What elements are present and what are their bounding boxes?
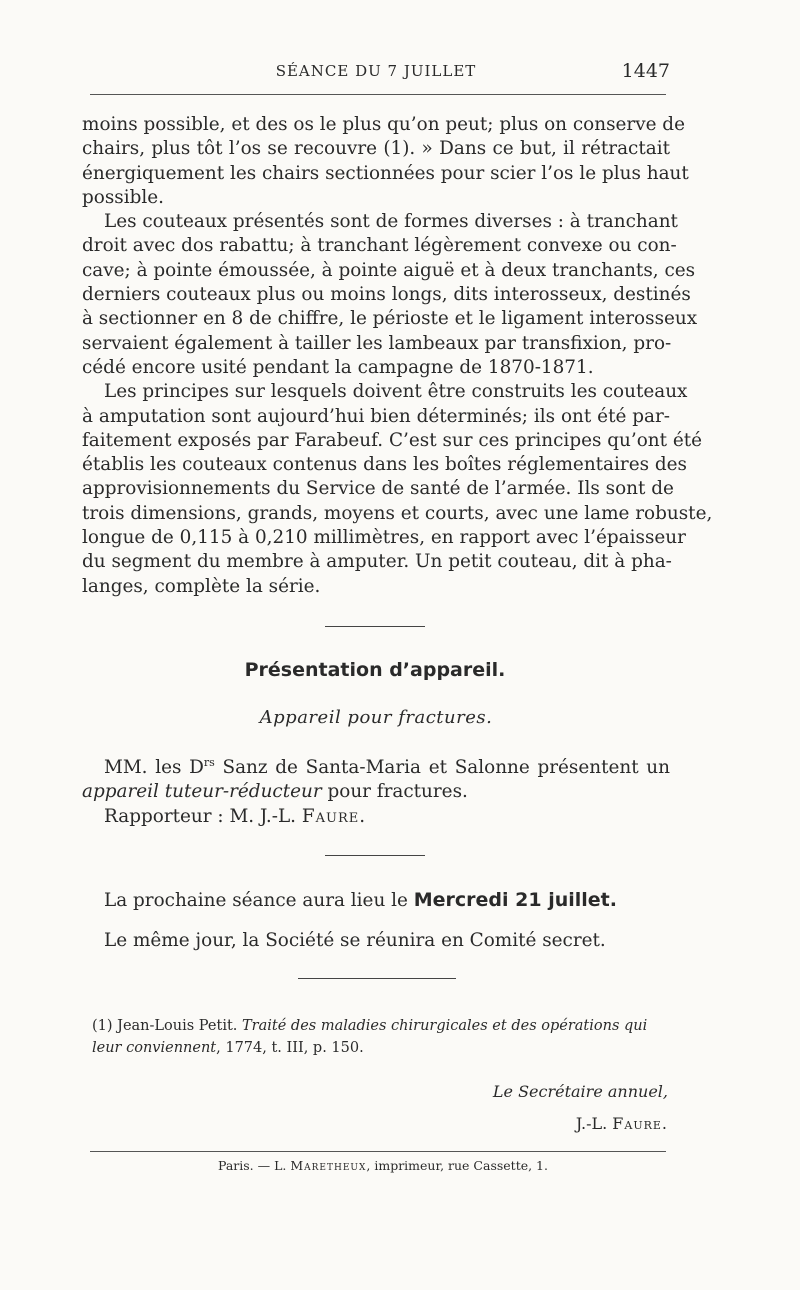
footnote-title: Traité des maladies chirurgicales et des opérations qui leur conviennent (92, 1018, 648, 1056)
signature-name: J.-L. Faure. (575, 1114, 668, 1133)
body-line: Les couteaux présentés sont de formes diverses : à tranchant (104, 211, 678, 233)
body-line: langes, complète la série. (82, 575, 321, 597)
imprint-rule (90, 1151, 666, 1152)
body-line: moins possible, et des os le plus qu’on peut; plus on conserve de (82, 114, 685, 135)
committee-notice: Le même jour, la Société se réunira en Comité secret. (104, 930, 606, 951)
presentation-line (82, 780, 670, 804)
body-line: possible. (82, 186, 164, 208)
body-line: Les principes sur lesquels doivent être construits les couteaux (104, 381, 688, 403)
page-number: 1447 (621, 60, 670, 82)
presentation-drs-sup: rs (203, 755, 215, 769)
footnote-rest: , 1774, t. III, p. 150. (216, 1040, 364, 1056)
body-line: droit avec dos rabattu; à tranchant légèrement convexe ou con- (82, 235, 677, 257)
body-line: faitement exposés par Farabeuf. C’est sur ces principes qu’ont été (82, 429, 703, 451)
body-line: établis les couteaux contenus dans les boîtes réglementaires des (82, 454, 687, 476)
header-rule (90, 94, 666, 95)
footnote (92, 1015, 670, 1059)
body-line: longue de 0,115 à 0,210 millimètres, en rapport avec l’épaisseur (82, 527, 686, 549)
next-session-notice (104, 889, 617, 911)
body-line: derniers couteaux plus ou moins longs, dits interosseux, destinés (82, 284, 691, 306)
footnote-rule (298, 978, 456, 979)
printer-imprint: Paris. — L. Maretheux, imprimeur, rue Cassette, 1. (217, 1158, 548, 1173)
body-line: chairs, plus tôt l’os se recouvre (1). » Dans ce but, il rétractait (82, 138, 670, 160)
body-text (82, 113, 713, 599)
body-line: à sectionner en 8 de chiffre, le périoste et le ligament interosseux (82, 308, 698, 330)
rapporteur-label: Rapporteur : M. J.-L. (104, 805, 302, 827)
body-line: énergiquement les chairs sectionnées pour scier l’os le plus haut (82, 162, 689, 184)
body-line: cave; à pointe émoussée, à pointe aiguë et à deux tranchants, ces (82, 259, 696, 281)
rapporteur-name: Faure. (301, 805, 367, 827)
presentation-line (82, 756, 670, 780)
body-line: trois dimensions, grands, moyens et courts, avec une lame robuste, (82, 502, 713, 524)
device-rest: pour fractures. (321, 781, 468, 803)
section-divider (325, 626, 425, 627)
body-line: approvisionnements du Service de santé de l’armée. Ils sont de (82, 478, 674, 500)
body-line: cédé encore usité pendant la campagne de 1870-1871. (82, 356, 594, 378)
next-session-prefix: La prochaine séance aura lieu le (104, 890, 414, 911)
device-name: appareil tuteur-réducteur (82, 781, 322, 803)
presentation-paragraph (82, 756, 670, 829)
running-header (82, 60, 670, 84)
next-session-date: Mercredi 21 juillet. (413, 889, 617, 911)
notice-divider (325, 855, 425, 856)
section-subtitle: Appareil pour fractures. (259, 707, 493, 728)
section-title: Présentation d’appareil. (244, 659, 506, 681)
body-line: servaient également à tailler les lambeaux par transfixion, pro- (82, 332, 672, 354)
presentation-mm: MM. les D (104, 757, 204, 778)
footnote-marker: (1) Jean-Louis Petit. (92, 1018, 243, 1034)
rapporteur-line (82, 805, 670, 829)
signature-role: Le Secrétaire annuel, (492, 1082, 668, 1101)
header-title: SÉANCE DU 7 JUILLET (275, 62, 477, 80)
body-line: à amputation sont aujourd’hui bien déterminés; ils ont été par- (82, 405, 670, 427)
body-line: du segment du membre à amputer. Un petit couteau, dit à pha- (82, 551, 672, 573)
presentation-authors: Sanz de Santa-Maria et Salonne présentent un (214, 757, 670, 778)
